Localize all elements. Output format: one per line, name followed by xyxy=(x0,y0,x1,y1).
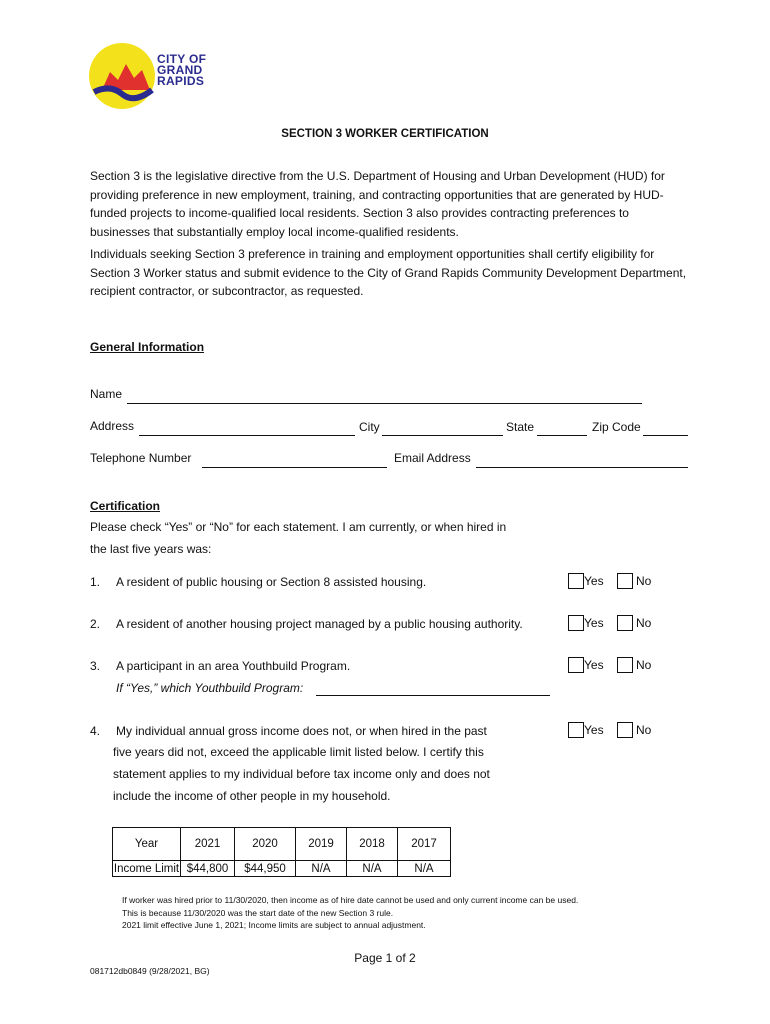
income-notes xyxy=(122,894,578,932)
youthbuild-program-field[interactable] xyxy=(316,695,550,696)
item-4-line-3: statement applies to my individual before tax income only and does not xyxy=(113,767,490,781)
item-3-text: A participant in an area Youthbuild Program. xyxy=(116,659,351,673)
name-label: Name xyxy=(90,387,123,401)
certification-instructions-2: the last five years was: xyxy=(90,542,212,556)
intro-paragraph-2: Individuals seeking Section 3 preference in training and employment opportunities shall certify eligibility for Section 3 Worker status and submit evidence to the City of Grand Rapids Community Development Department, recipient contractor, or subcontractor, as requested. xyxy=(90,247,687,298)
logo-line-3: RAPIDS xyxy=(157,74,205,88)
note-line-3: 2021 limit effective June 1, 2021; Income limits are subject to annual adjustment. xyxy=(122,920,426,930)
item-4-no-label: No xyxy=(636,723,652,737)
item-4-no-checkbox[interactable] xyxy=(617,722,633,738)
item-2-no-label: No xyxy=(636,616,652,630)
table-header-cell: 2021 xyxy=(181,828,235,861)
city-logo-graphic xyxy=(88,40,158,112)
phone-field[interactable] xyxy=(202,467,387,468)
logo-line-2: GRAND xyxy=(157,63,203,77)
table-cell: N/A xyxy=(398,861,451,877)
item-4-line-2: five years did not, exceed the applicable limit listed below. I certify this xyxy=(113,745,484,759)
table-header-cell: 2017 xyxy=(398,828,451,861)
email-field[interactable] xyxy=(476,467,688,468)
address-field[interactable] xyxy=(139,435,355,436)
zip-field[interactable] xyxy=(643,435,688,436)
intro-paragraph-1: Section 3 is the legislative directive from the U.S. Department of Housing and Urban Development (HUD) for providing preference in new employment, training, and contracting opportunities that are generated by HUD-funded projects to income-qualified local residents. Section 3 also provides contracting preferences to businesses that substantially employ local income-qualified residents. xyxy=(90,169,665,239)
certification-heading: Certification xyxy=(90,499,161,513)
table-cell: $44,950 xyxy=(235,861,296,877)
general-info-heading: General Information xyxy=(90,340,205,354)
income-limit-table xyxy=(112,827,451,877)
item-2-yes-label: Yes xyxy=(584,616,604,630)
logo-line-1: CITY OF xyxy=(157,52,207,66)
item-4-yes-checkbox[interactable] xyxy=(568,722,584,738)
item-1-yes-label: Yes xyxy=(584,574,604,588)
item-3-no-checkbox[interactable] xyxy=(617,657,633,673)
item-1-yes-checkbox[interactable] xyxy=(568,573,584,589)
note-line-2: This is because 11/30/2020 was the start date of the new Section 3 rule. xyxy=(122,907,394,918)
item-3-number: 3. xyxy=(90,659,101,673)
item-3-no-label: No xyxy=(636,658,652,672)
table-cell: N/A xyxy=(296,861,347,877)
note-line-1: If worker was hired prior to 11/30/2020, then income as of hire date cannot be used and only current income can be used. xyxy=(122,895,579,905)
name-field[interactable] xyxy=(127,403,642,404)
item-1-text: A resident of public housing or Section 8 assisted housing. xyxy=(116,575,427,589)
item-4-number: 4. xyxy=(90,724,101,738)
logo-text xyxy=(157,54,206,87)
item-3-yes-checkbox[interactable] xyxy=(568,657,584,673)
table-header-cell: 2018 xyxy=(347,828,398,861)
page-title: SECTION 3 WORKER CERTIFICATION xyxy=(281,128,489,140)
item-1-no-label: No xyxy=(636,574,652,588)
item-4-yes-label: Yes xyxy=(584,723,604,737)
item-2-text: A resident of another housing project managed by a public housing authority. xyxy=(116,617,523,631)
phone-label: Telephone Number xyxy=(90,451,192,465)
city-field[interactable] xyxy=(382,435,503,436)
email-label: Email Address xyxy=(394,451,471,465)
table-header-cell: 2019 xyxy=(296,828,347,861)
item-2-yes-checkbox[interactable] xyxy=(568,615,584,631)
item-3-yes-label: Yes xyxy=(584,658,604,672)
city-label: City xyxy=(359,420,380,434)
state-label: State xyxy=(506,420,535,434)
item-4-line-4: include the income of other people in my household. xyxy=(113,789,391,803)
item-2-number: 2. xyxy=(90,617,101,631)
state-field[interactable] xyxy=(537,435,587,436)
table-header-cell: Year xyxy=(113,828,181,861)
address-label: Address xyxy=(90,419,135,433)
item-4-line-1: My individual annual gross income does not, or when hired in the past xyxy=(116,724,487,738)
table-cell: N/A xyxy=(347,861,398,877)
table-cell: $44,800 xyxy=(181,861,235,877)
certification-instructions-1: Please check “Yes” or “No” for each statement. I am currently, or when hired in xyxy=(90,520,507,534)
item-1-number: 1. xyxy=(90,575,101,589)
page-number: Page 1 of 2 xyxy=(354,951,416,965)
item-1-no-checkbox[interactable] xyxy=(617,573,633,589)
table-header-cell: 2020 xyxy=(235,828,296,861)
table-cell: Income Limit xyxy=(113,862,180,875)
zip-label: Zip Code xyxy=(592,420,641,434)
income-table-header-row xyxy=(113,828,451,861)
document-code: 081712db0849 (9/28/2021, BG) xyxy=(90,966,210,976)
item-3-subquestion: If “Yes,” which Youthbuild Program: xyxy=(116,681,304,695)
item-2-no-checkbox[interactable] xyxy=(617,615,633,631)
income-table-row xyxy=(113,861,451,877)
